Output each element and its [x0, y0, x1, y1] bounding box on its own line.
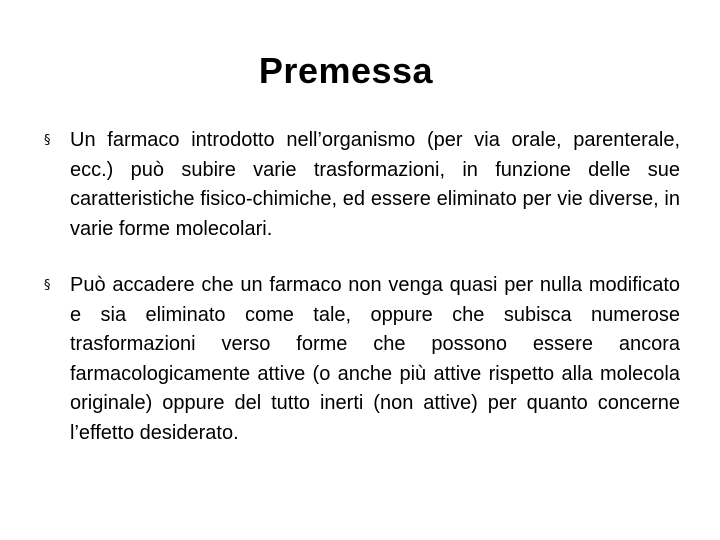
- bullet-item: [44, 271, 680, 448]
- bullet-list: [44, 126, 680, 448]
- bullet-text: Un farmaco introdotto nell’organismo (per via orale, parenterale, ecc.) può subire varie trasformazioni, in funzione delle sue caratteristiche fisico-chimiche, ed essere eliminato per vie diverse, in varie forme molecolari.: [70, 129, 680, 240]
- bullet-text: Può accadere che un farmaco non venga quasi per nulla modificato e sia eliminato come tale, oppure che subisca numerose trasformazioni verso forme che possono essere ancora farmacologicamente attive (o anche più attive rispetto alla molecola originale) oppure del tutto inerti (non attive) per quanto concerne l’effetto desiderato.: [70, 274, 680, 444]
- bullet-marker-icon: §: [44, 133, 51, 148]
- slide-title: Premessa: [258, 50, 434, 91]
- bullet-marker-icon: §: [44, 278, 51, 293]
- bullet-item: [44, 126, 680, 244]
